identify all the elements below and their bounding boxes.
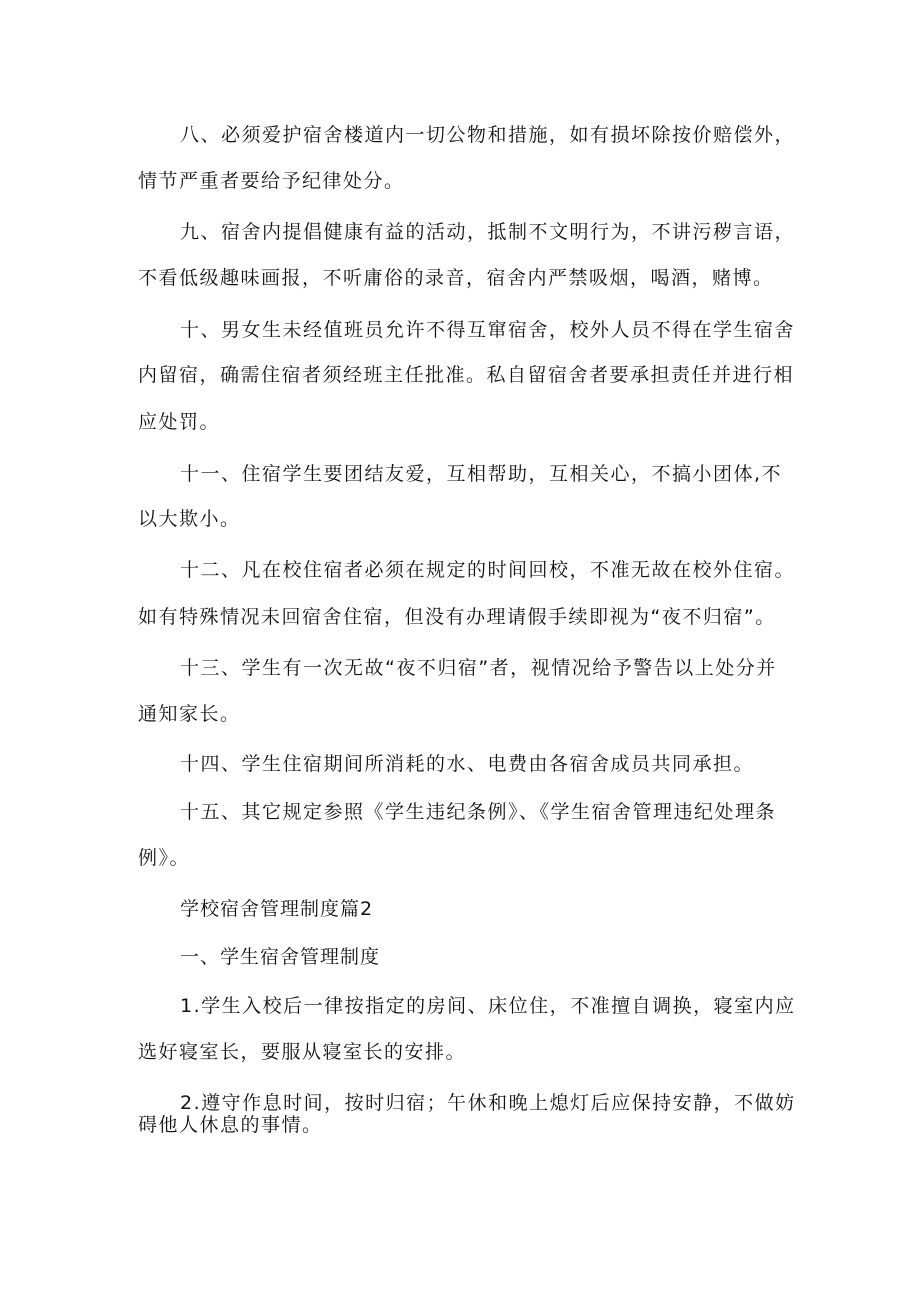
rule-15-line-2: 例》。 (138, 847, 191, 869)
item-2-line-1: 2.遵守作息时间，按时归宿；午休和晚上熄灯后应保持安静，不做妨 (180, 1092, 796, 1114)
subsection-title: 一、学生宿舍管理制度 (180, 946, 381, 968)
item-2-line-2: 碍他人休息的事情。 (138, 1114, 323, 1136)
rule-10-line-2: 内留宿，确需住宿者须经班主任批准。私自留宿舍者要承担责任并进行相 (138, 364, 795, 386)
item-1-line-2: 选好寝室长，要服从寝室长的安排。 (138, 1041, 467, 1063)
rule-9-line-1: 九、宿舍内提倡健康有益的活动，抵制不文明行为，不讲污秽言语， (180, 221, 796, 243)
rule-12-line-2: 如有特殊情况未回宿舍住宿，但没有办理请假手续即视为“夜不归宿”。 (138, 606, 776, 628)
rule-8-line-2: 情节严重者要给予纪律处分。 (138, 170, 405, 192)
rule-15-line-1: 十五、其它规定参照《学生违纪条例》、《学生宿舍管理违纪处理条 (180, 801, 777, 823)
rule-11-line-1: 十一、住宿学生要团结友爱，互相帮助，互相关心，不搞小团体,不 (180, 463, 783, 485)
rule-14-line-1: 十四、学生住宿期间所消耗的水、电费由各宿舍成员共同承担。 (180, 753, 755, 775)
rule-10-line-1: 十、男女生未经值班员允许不得互窜宿舍，校外人员不得在学生宿舍 (180, 319, 796, 341)
rule-12-line-1: 十二、凡在校住宿者必须在规定的时间回校，不准无故在校外住宿。 (180, 559, 796, 581)
rule-13-line-1: 十三、学生有一次无故“夜不归宿”者，视情况给予警告以上处分并 (180, 657, 777, 679)
rule-13-line-2: 通知家长。 (138, 703, 241, 725)
section-title: 学校宿舍管理制度篇2 (180, 898, 374, 920)
item-1-line-1: 1.学生入校后一律按指定的房间、床位住，不准擅自调换，寝室内应 (180, 995, 796, 1017)
rule-9-line-2: 不看低级趣味画报，不听庸俗的录音，宿舍内严禁吸烟，喝酒，赌博。 (138, 267, 774, 289)
rule-11-line-2: 以大欺小。 (138, 508, 241, 530)
rule-10-line-3: 应处罚。 (138, 411, 221, 433)
rule-8-line-1: 八、必须爱护宿舍楼道内一切公物和措施，如有损坏除按价赔偿外， (180, 124, 796, 146)
